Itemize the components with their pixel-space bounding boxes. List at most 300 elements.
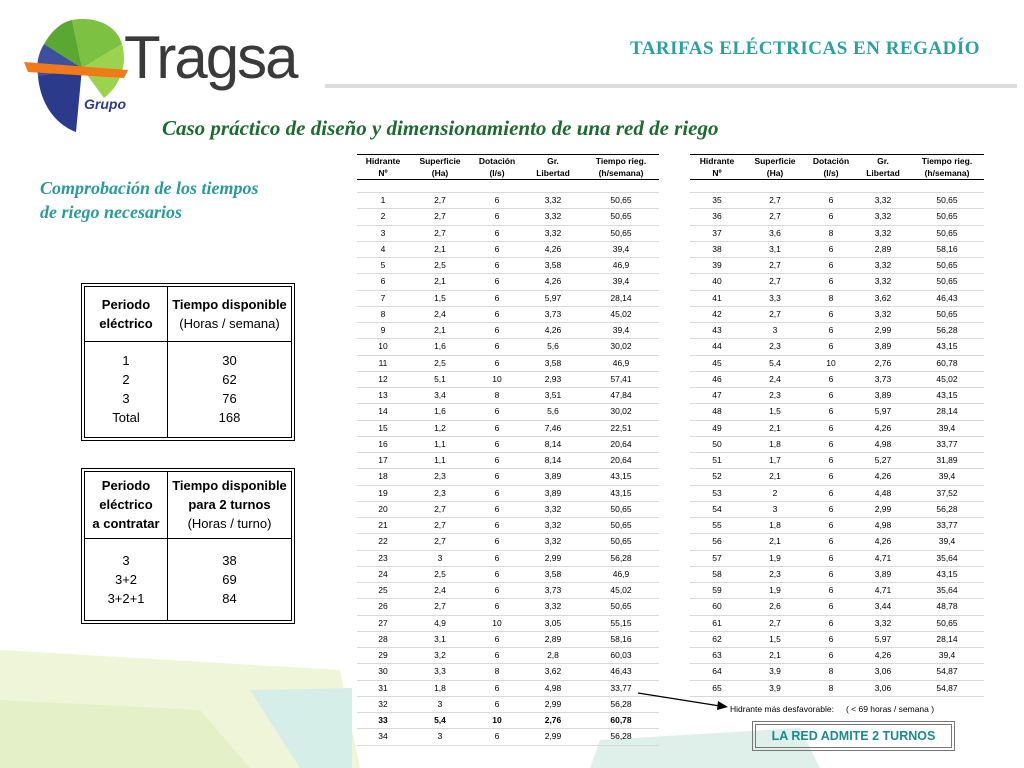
table-row: [357, 534, 659, 550]
arrow-icon: [636, 690, 732, 714]
table-row: [690, 680, 984, 696]
table-cell: 8: [471, 388, 523, 404]
table-cell: 3,05: [523, 615, 583, 631]
table-row: [690, 290, 984, 306]
table-cell: 28,14: [583, 290, 659, 306]
table-cell: 62: [690, 631, 744, 647]
table-cell: 6: [471, 193, 523, 209]
table-row: [690, 518, 984, 534]
table-cell: 50,65: [583, 599, 659, 615]
table-cell: 6: [806, 323, 856, 339]
table-cell: 6: [806, 631, 856, 647]
table-cell: 2,7: [409, 209, 471, 225]
table-cell: 3: [409, 550, 471, 566]
table-cell: 39,4: [910, 420, 984, 436]
table-cell: 2,3: [744, 339, 806, 355]
table-row: [690, 355, 984, 371]
table-cell: 6: [806, 453, 856, 469]
period-table-periods: 1 2 3 Total: [85, 341, 168, 437]
table-cell: 2,7: [744, 615, 806, 631]
table-cell: 3,73: [523, 306, 583, 322]
table-cell: 6: [806, 518, 856, 534]
hydrant-table-right: [690, 154, 984, 697]
table-cell: 50,65: [583, 193, 659, 209]
table-cell: 3,1: [409, 631, 471, 647]
table-row: [357, 680, 659, 696]
table-cell: 50,65: [583, 518, 659, 534]
table-cell: 29: [357, 648, 409, 664]
table-cell: 40: [690, 274, 744, 290]
table-row: [357, 274, 659, 290]
table-cell: 54,87: [910, 680, 984, 696]
table-row: [357, 631, 659, 647]
table-cell: 6: [471, 339, 523, 355]
table-cell: 48,78: [910, 599, 984, 615]
table-row: [690, 339, 984, 355]
table-cell: 20: [357, 501, 409, 517]
table-row: [690, 550, 984, 566]
period-table-head-1: Periodo eléctrico: [85, 287, 168, 341]
table-cell: 3,32: [856, 306, 910, 322]
table-cell: 3,32: [523, 534, 583, 550]
table-row: [357, 485, 659, 501]
table-cell: 5: [357, 258, 409, 274]
table-cell: 3,58: [523, 355, 583, 371]
table-cell: 43,15: [583, 469, 659, 485]
table-cell: 6: [806, 404, 856, 420]
table-cell: 6: [471, 404, 523, 420]
table-cell: 8,14: [523, 453, 583, 469]
table-cell: 8: [806, 680, 856, 696]
table-cell: 6: [806, 306, 856, 322]
table-cell: 3,32: [523, 501, 583, 517]
table-cell: 3,32: [856, 258, 910, 274]
table-cell: 2,7: [409, 225, 471, 241]
table-cell: 46,43: [583, 664, 659, 680]
table-cell: 56,28: [910, 501, 984, 517]
table-cell: 2,7: [744, 306, 806, 322]
table-cell: 1,8: [409, 680, 471, 696]
table-cell: 56,28: [583, 550, 659, 566]
section-heading: [40, 176, 340, 224]
table-row: [357, 371, 659, 387]
table-row: [690, 534, 984, 550]
table-cell: 50,65: [910, 225, 984, 241]
table-cell: 1,5: [744, 404, 806, 420]
table-row: [690, 599, 984, 615]
table-cell: 23: [357, 550, 409, 566]
table-cell: 56: [690, 534, 744, 550]
table-cell: 43,15: [910, 566, 984, 582]
table-row: [357, 355, 659, 371]
worst-hydrant-label: Hidrante más desfavorable:: [730, 704, 834, 714]
table-cell: 6: [806, 274, 856, 290]
table-cell: 6: [471, 680, 523, 696]
table-cell: 3,62: [523, 664, 583, 680]
contract-table-periods: 3 3+2 3+2+1: [85, 538, 168, 620]
table-row: [357, 501, 659, 517]
table-cell: 6: [806, 485, 856, 501]
hydrant-header-cell: Gr. Libertad: [856, 155, 910, 180]
table-cell: 33,77: [583, 680, 659, 696]
table-row: [357, 388, 659, 404]
table-row: [357, 193, 659, 209]
table-cell: 60,78: [583, 713, 659, 729]
table-cell: 4,9: [409, 615, 471, 631]
table-cell: 3: [744, 323, 806, 339]
table-cell: 6: [806, 258, 856, 274]
table-cell: 4,26: [523, 323, 583, 339]
table-cell: 1: [357, 193, 409, 209]
table-cell: 2,5: [409, 355, 471, 371]
hydrant-header-cell: Dotación (l/s): [806, 155, 856, 180]
table-cell: 45,02: [910, 371, 984, 387]
table-cell: 2,7: [409, 599, 471, 615]
table-cell: 50,65: [910, 209, 984, 225]
table-cell: 6: [806, 193, 856, 209]
table-cell: 3,32: [523, 193, 583, 209]
table-cell: 3,89: [856, 339, 910, 355]
table-cell: 33,77: [910, 518, 984, 534]
table-cell: 2,1: [744, 534, 806, 550]
table-cell: 6: [806, 420, 856, 436]
table-row: [357, 550, 659, 566]
hydrant-header-cell: Tiempo rieg. (h/semana): [583, 155, 659, 180]
table-cell: 3,1: [744, 241, 806, 257]
table-cell: 3,4: [409, 388, 471, 404]
table-cell: 6: [806, 469, 856, 485]
hydrant-table-left: [357, 154, 659, 746]
table-row: [357, 404, 659, 420]
table-cell: 2,7: [744, 258, 806, 274]
table-cell: 43,15: [910, 388, 984, 404]
table-cell: 35,64: [910, 550, 984, 566]
logo-wordmark: Tragsa: [124, 24, 297, 91]
table-cell: 20,64: [583, 436, 659, 452]
table-cell: 39: [690, 258, 744, 274]
table-cell: 4,98: [856, 518, 910, 534]
table-cell: 39,4: [583, 241, 659, 257]
table-cell: 6: [806, 371, 856, 387]
table-cell: 2,5: [409, 566, 471, 582]
table-row: [690, 323, 984, 339]
worst-hydrant-note: [730, 704, 934, 714]
table-cell: 27: [357, 615, 409, 631]
table-cell: 2,99: [523, 696, 583, 712]
table-cell: 22: [357, 534, 409, 550]
table-cell: 3,32: [856, 274, 910, 290]
table-cell: 39,4: [583, 323, 659, 339]
table-cell: 6: [471, 518, 523, 534]
period-table: [81, 283, 295, 441]
table-row: [690, 566, 984, 582]
table-cell: 6: [806, 583, 856, 599]
table-cell: 5,97: [523, 290, 583, 306]
table-cell: 2: [357, 209, 409, 225]
table-cell: 6: [471, 258, 523, 274]
table-row: [690, 193, 984, 209]
table-cell: 45,02: [583, 306, 659, 322]
table-row: [357, 258, 659, 274]
table-cell: 4,48: [856, 485, 910, 501]
hydrant-table-header: [690, 155, 984, 180]
table-cell: 3: [409, 696, 471, 712]
table-cell: 6: [806, 534, 856, 550]
table-row: [357, 241, 659, 257]
table-cell: 6: [471, 323, 523, 339]
result-box: [752, 721, 955, 751]
table-cell: 1,7: [744, 453, 806, 469]
table-cell: 2,4: [409, 583, 471, 599]
contract-table-head-1: Periodo eléctrico a contratar: [85, 472, 168, 538]
table-cell: 2,6: [744, 599, 806, 615]
table-cell: 2,7: [744, 209, 806, 225]
table-cell: 28,14: [910, 404, 984, 420]
table-cell: 39,4: [910, 469, 984, 485]
table-cell: 39,4: [910, 534, 984, 550]
table-cell: 6: [806, 436, 856, 452]
table-cell: 10: [471, 371, 523, 387]
result-text: LA RED ADMITE 2 TURNOS: [755, 724, 952, 748]
table-cell: 6: [471, 550, 523, 566]
table-cell: 1,1: [409, 453, 471, 469]
table-cell: 46,9: [583, 355, 659, 371]
table-cell: 10: [471, 713, 523, 729]
table-cell: 36: [690, 209, 744, 225]
table-cell: 50,65: [583, 209, 659, 225]
table-cell: 4,26: [856, 469, 910, 485]
table-cell: 18: [357, 469, 409, 485]
table-row: [357, 615, 659, 631]
table-cell: 6: [806, 566, 856, 582]
table-cell: 3,32: [856, 193, 910, 209]
table-cell: 24: [357, 566, 409, 582]
table-cell: 58,16: [583, 631, 659, 647]
table-cell: 47,84: [583, 388, 659, 404]
table-cell: 10: [471, 615, 523, 631]
table-cell: 3,3: [409, 664, 471, 680]
table-row: [357, 420, 659, 436]
table-cell: 46,9: [583, 566, 659, 582]
table-cell: 50,65: [583, 534, 659, 550]
table-cell: 6: [806, 241, 856, 257]
table-cell: 54: [690, 501, 744, 517]
table-cell: 3,32: [856, 209, 910, 225]
period-table-head-2: Tiempo disponible (Horas / semana): [168, 287, 292, 341]
table-cell: 2: [744, 485, 806, 501]
table-cell: 60,03: [583, 648, 659, 664]
table-cell: 35: [690, 193, 744, 209]
table-cell: 2,99: [856, 501, 910, 517]
table-cell: 10: [357, 339, 409, 355]
table-cell: 50,65: [910, 258, 984, 274]
table-cell: 37: [690, 225, 744, 241]
table-cell: 2,89: [523, 631, 583, 647]
table-cell: 1,6: [409, 339, 471, 355]
table-cell: 6: [471, 729, 523, 745]
table-cell: 7: [357, 290, 409, 306]
table-cell: 57,41: [583, 371, 659, 387]
table-cell: 3,32: [523, 599, 583, 615]
table-cell: 6: [471, 566, 523, 582]
table-cell: 43,15: [910, 339, 984, 355]
table-spacer-row: [357, 180, 659, 193]
table-cell: 43,15: [583, 485, 659, 501]
table-row: [690, 420, 984, 436]
table-cell: 2,7: [409, 501, 471, 517]
table-cell: 7,46: [523, 420, 583, 436]
table-cell: 8: [806, 225, 856, 241]
table-row: [690, 648, 984, 664]
table-cell: 5,6: [523, 404, 583, 420]
table-row: [357, 290, 659, 306]
table-row: [690, 388, 984, 404]
table-cell: 5,97: [856, 404, 910, 420]
table-cell: 50: [690, 436, 744, 452]
table-cell: 3: [357, 225, 409, 241]
table-cell: 4,26: [856, 648, 910, 664]
table-cell: 3,06: [856, 680, 910, 696]
table-cell: 2,1: [744, 420, 806, 436]
table-cell: 56,28: [583, 696, 659, 712]
table-cell: 35,64: [910, 583, 984, 599]
table-row: [357, 696, 659, 712]
table-cell: 1,8: [744, 518, 806, 534]
table-cell: 51: [690, 453, 744, 469]
table-cell: 2,99: [856, 323, 910, 339]
table-cell: 3,73: [523, 583, 583, 599]
table-cell: 26: [357, 599, 409, 615]
table-cell: 3,58: [523, 258, 583, 274]
table-row: [357, 469, 659, 485]
contract-table: [81, 468, 295, 624]
table-cell: 4,26: [523, 274, 583, 290]
table-cell: 6: [471, 453, 523, 469]
table-cell: 3,73: [856, 371, 910, 387]
table-cell: 59: [690, 583, 744, 599]
table-cell: 31: [357, 680, 409, 696]
table-cell: 38: [690, 241, 744, 257]
table-row: [357, 664, 659, 680]
table-cell: 56,28: [583, 729, 659, 745]
table-cell: 12: [357, 371, 409, 387]
table-row: [690, 274, 984, 290]
table-cell: 22,51: [583, 420, 659, 436]
table-cell: 2,7: [409, 193, 471, 209]
table-cell: 45,02: [583, 583, 659, 599]
hydrant-header-cell: Tiempo rieg. (h/semana): [910, 155, 984, 180]
hydrant-header-cell: Hidrante Nº: [690, 155, 744, 180]
section-heading-line2: de riego necesarios: [40, 202, 182, 222]
table-cell: 48: [690, 404, 744, 420]
table-row: [357, 729, 659, 745]
table-cell: 3,32: [523, 518, 583, 534]
table-cell: 6: [806, 648, 856, 664]
table-cell: 3,06: [856, 664, 910, 680]
table-cell: 2,7: [409, 534, 471, 550]
table-cell: 6: [471, 274, 523, 290]
table-cell: 42: [690, 306, 744, 322]
table-cell: 6: [471, 696, 523, 712]
table-row: [357, 339, 659, 355]
table-cell: 3,9: [744, 664, 806, 680]
table-cell: 50,65: [910, 615, 984, 631]
table-cell: 3,62: [856, 290, 910, 306]
table-cell: 43: [690, 323, 744, 339]
table-cell: 50,65: [910, 306, 984, 322]
table-cell: 5,97: [856, 631, 910, 647]
table-row: [690, 501, 984, 517]
table-row: [690, 583, 984, 599]
table-cell: 39,4: [910, 648, 984, 664]
table-cell: 50,65: [910, 193, 984, 209]
table-cell: 6: [471, 420, 523, 436]
table-cell: 65: [690, 680, 744, 696]
table-cell: 49: [690, 420, 744, 436]
table-cell: 6: [471, 599, 523, 615]
hydrant-header-cell: Gr. Libertad: [523, 155, 583, 180]
table-cell: 2,3: [744, 388, 806, 404]
logo-group-label: Grupo: [84, 96, 126, 112]
table-cell: 3,89: [856, 388, 910, 404]
table-cell: 2,7: [409, 518, 471, 534]
table-cell: 16: [357, 436, 409, 452]
table-cell: 17: [357, 453, 409, 469]
table-cell: 4,98: [856, 436, 910, 452]
hydrant-header-cell: Superficie (Ha): [744, 155, 806, 180]
table-cell: 2,1: [744, 648, 806, 664]
table-cell: 1,9: [744, 583, 806, 599]
table-cell: 37,52: [910, 485, 984, 501]
table-cell: 2,89: [856, 241, 910, 257]
table-cell: 2,3: [744, 566, 806, 582]
hydrant-header-cell: Superficie (Ha): [409, 155, 471, 180]
table-cell: 2,4: [409, 306, 471, 322]
table-cell: 13: [357, 388, 409, 404]
table-cell: 6: [471, 583, 523, 599]
table-cell: 1,2: [409, 420, 471, 436]
table-cell: 8: [806, 664, 856, 680]
table-cell: 2,93: [523, 371, 583, 387]
table-cell: 8: [357, 306, 409, 322]
table-cell: 2,7: [744, 274, 806, 290]
table-cell: 2,99: [523, 729, 583, 745]
table-cell: 33,77: [910, 436, 984, 452]
table-spacer-row: [690, 180, 984, 193]
table-cell: 34: [357, 729, 409, 745]
table-cell: 25: [357, 583, 409, 599]
table-cell: 39,4: [583, 274, 659, 290]
table-row: [357, 323, 659, 339]
table-row: [690, 615, 984, 631]
table-cell: 53: [690, 485, 744, 501]
table-cell: 46,9: [583, 258, 659, 274]
table-cell: 2,1: [409, 241, 471, 257]
table-cell: 2,76: [523, 713, 583, 729]
table-cell: 1,9: [744, 550, 806, 566]
table-cell: 5,1: [409, 371, 471, 387]
table-cell: 6: [357, 274, 409, 290]
table-cell: 6: [471, 534, 523, 550]
table-row: [357, 225, 659, 241]
table-cell: 2,1: [409, 323, 471, 339]
table-row: [690, 258, 984, 274]
table-cell: 8,14: [523, 436, 583, 452]
table-cell: 3,6: [744, 225, 806, 241]
table-cell: 4,98: [523, 680, 583, 696]
table-cell: 6: [806, 209, 856, 225]
table-cell: 60,78: [910, 355, 984, 371]
